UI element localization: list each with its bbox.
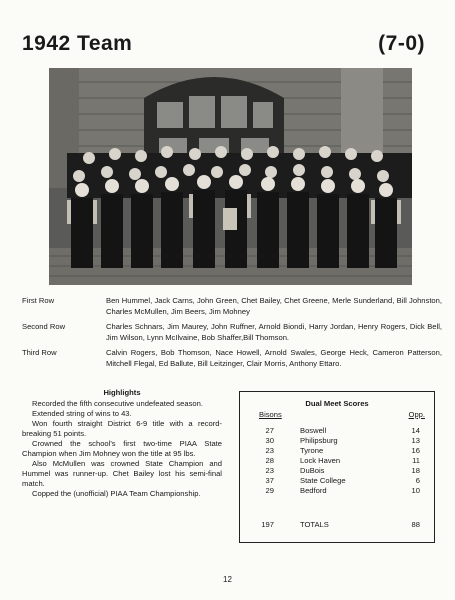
highlight-item: Won fourth straight District 6-9 title with a record-breaking 51 points. — [22, 419, 222, 438]
bisons-score: 23 — [265, 446, 274, 455]
page-title: 1942 Team — [22, 32, 133, 55]
highlights-section — [22, 388, 222, 499]
opponent-name: Tyrone — [300, 446, 324, 455]
highlight-item: Recorded the fifth consecutive undefeated season. — [32, 399, 203, 408]
bisons-score: 37 — [265, 476, 274, 485]
bisons-score: 27 — [265, 426, 274, 435]
opponent-score: 10 — [411, 486, 420, 495]
opponent-score: 14 — [411, 426, 420, 435]
dual-meet-title: Dual Meet Scores — [305, 399, 369, 408]
opponent-name: Bedford — [300, 486, 327, 495]
bisons-score: 23 — [265, 466, 274, 475]
bisons-column-header: Bisons — [259, 410, 282, 419]
page-number: 12 — [223, 575, 232, 584]
team-photo — [49, 68, 412, 285]
totals-label: TOTALS — [300, 520, 329, 529]
roster-row-label: Third Row — [22, 348, 57, 358]
roster-row-label: First Row — [22, 296, 55, 305]
roster-list — [22, 296, 442, 375]
team-photo-illustration — [49, 68, 412, 285]
roster-row — [22, 348, 442, 369]
opponent-score: 18 — [411, 466, 420, 475]
dual-meet-scores-box — [239, 391, 435, 543]
opponent-name: State College — [300, 476, 346, 485]
bisons-total: 197 — [261, 520, 274, 529]
highlight-item: Also McMullen was crowned State Champion and Hummel was runner-up. Chet Bailey lost his semi-final match. — [22, 459, 222, 488]
opponent-score: 11 — [412, 456, 420, 465]
bisons-score: 29 — [265, 486, 274, 495]
highlight-item: Crowned the school's first two-time PIAA State Champion when Jim Mohney won the title at 95 lbs. — [22, 439, 222, 458]
opponent-name: Lock Haven — [300, 456, 341, 465]
roster-row-label: Second Row — [22, 322, 66, 332]
bisons-score: 30 — [265, 436, 274, 445]
roster-row — [22, 322, 442, 343]
roster-row — [22, 296, 442, 317]
bisons-score: 28 — [265, 456, 274, 465]
opponent-column-header: Opp. — [408, 410, 425, 419]
highlight-item: Extended string of wins to 43. — [32, 409, 132, 418]
highlight-item: Copped the (unofficial) PIAA Team Championship. — [32, 489, 201, 498]
opponent-total: 88 — [411, 520, 420, 529]
roster-row-names: Ben Hummel, Jack Carns, John Green, Chet Bailey, Chet Greene, Merle Sunderland, Bill Johnston, Charles McMullen, Jim Beers, Jim Mohney — [106, 296, 442, 316]
highlights-title: Highlights — [103, 388, 141, 397]
team-record: (7-0) — [378, 32, 425, 55]
opponent-name: Boswell — [300, 426, 327, 435]
opponent-name: DuBois — [300, 466, 325, 475]
opponent-score: 6 — [415, 476, 420, 485]
opponent-score: 16 — [411, 446, 420, 455]
opponent-name: Philipsburg — [300, 436, 338, 445]
opponent-score: 13 — [411, 436, 420, 445]
roster-row-names: Charles Schnars, Jim Maurey, John Ruffner, Arnold Biondi, Harry Jordan, Henry Rogers, Dick Bell, Jim Wilson, Lynn McIlvaine, Bob Shaffer,Bill Thomson. — [106, 322, 442, 342]
roster-row-names: Calvin Rogers, Bob Thomson, Nace Howell, Arnold Swales, George Heck, Cameron Patterson, Mitchell Flegal, Ed Ballute, Bill Leitzinger, Clair Morris, Anthony Ettaro. — [106, 348, 442, 368]
